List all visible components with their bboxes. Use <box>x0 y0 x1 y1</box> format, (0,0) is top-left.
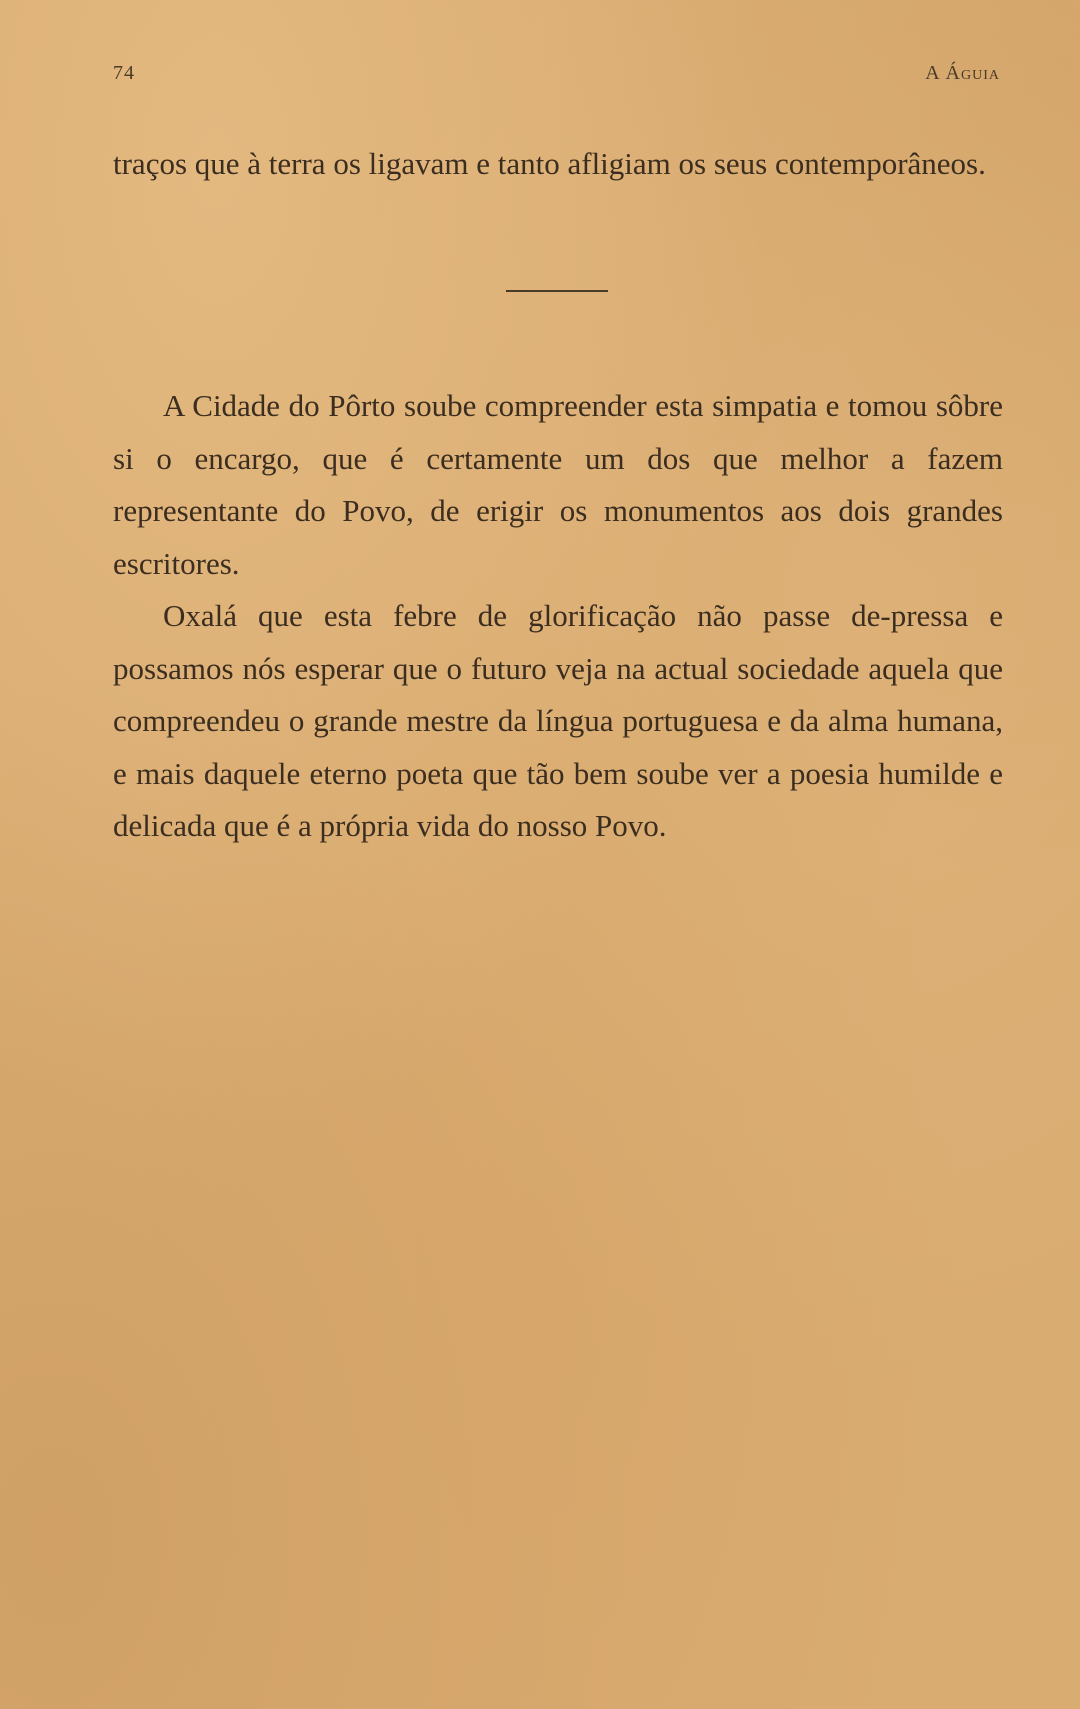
text-block-continuation <box>113 138 1003 191</box>
text-block-main <box>113 380 1003 853</box>
page-number: 74 <box>113 62 135 84</box>
running-header <box>113 62 1000 92</box>
paragraph-continuation: traços que à terra os ligavam e tanto afligiam os seus contemporâneos. <box>113 146 986 181</box>
journal-title: A Águia <box>925 62 1000 84</box>
section-separator-rule <box>506 290 608 292</box>
paragraph-porto: A Cidade do Pôrto soube compreender esta simpatia e tomou sôbre si o encargo, que é certamente um dos que melhor a fazem representante do Povo, de erigir os monumentos aos dois grandes escritores. <box>113 388 1003 581</box>
paragraph-oxala: Oxalá que esta febre de glorificação não passe de-pressa e possamos nós esperar que o futuro veja na actual sociedade aquela que compreendeu o grande mestre da língua portuguesa e da alma humana, e mais daquele eterno poeta que tão bem soube ver a poesia humilde e delicada que é a própria vida do nosso Povo. <box>113 598 1003 843</box>
